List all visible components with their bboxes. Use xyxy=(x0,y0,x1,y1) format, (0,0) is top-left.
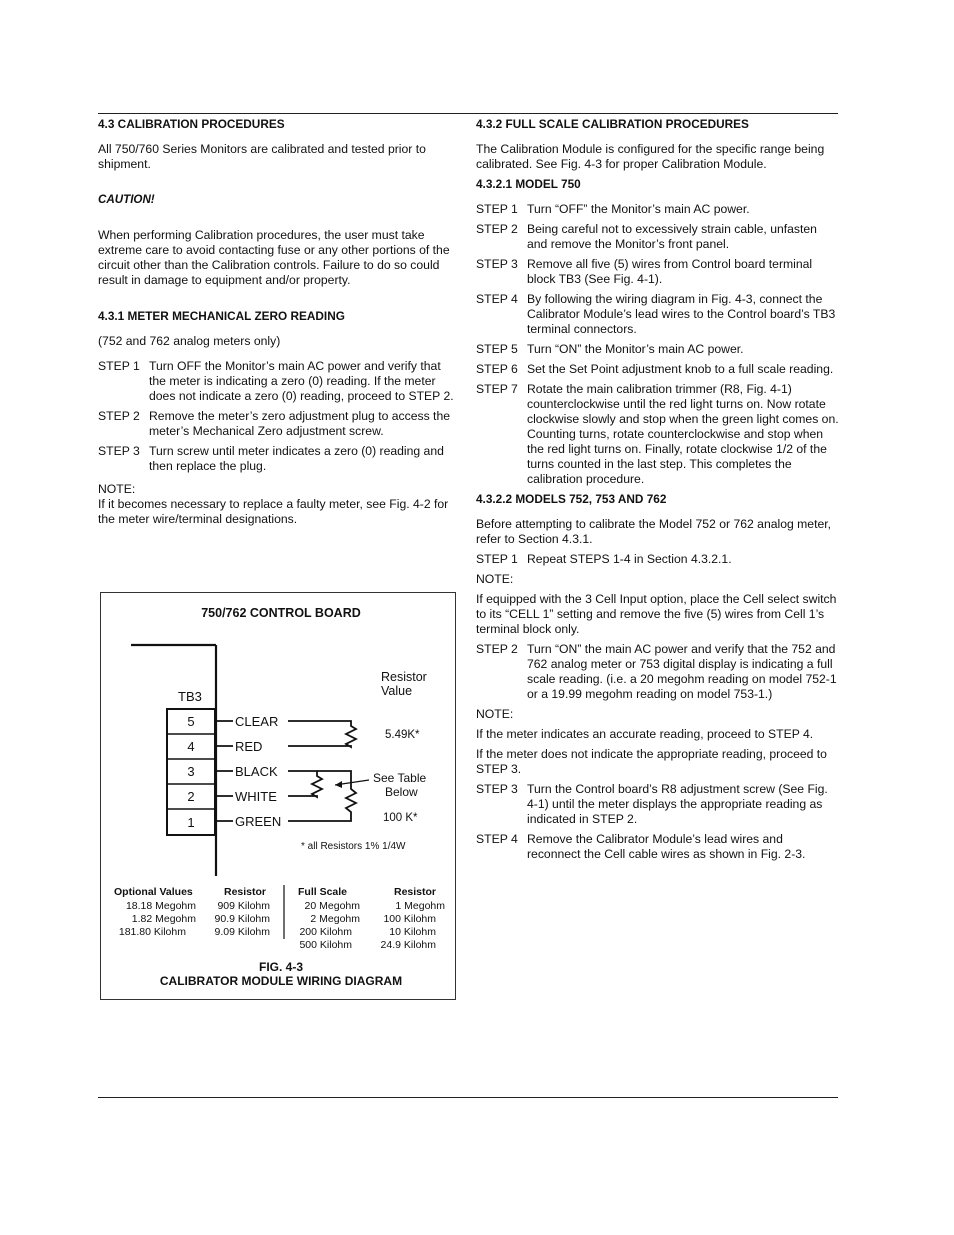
note-text: If the meter does not indicate the appropriate reading, proceed to STEP 3. xyxy=(476,747,827,776)
resistor-footnote: * all Resistors 1% 1/4W xyxy=(301,841,406,852)
table-header: Resistor xyxy=(224,886,267,898)
step-text: Rotate the main calibration trimmer (R8, Fig. 4-1) counterclockwise until the red light turns on. Now rotate clockwise slowly and stop when the green light comes on. Counting turns, rotate counterclockwise and stop when the red light turns on. Finally, rotate clockwise 1/2 of the turns counted in the last step. This completes the calibration procedure. xyxy=(527,382,839,486)
figure-caption: CALIBRATOR MODULE WIRING DIAGRAM xyxy=(159,974,403,988)
step-label: STEP 5 xyxy=(476,342,518,356)
table-cell: 20 Megohm xyxy=(304,900,360,912)
see-table-label: Below xyxy=(385,785,418,799)
step-text: Remove the meter’s zero adjustment plug to access the meter’s Mechanical Zero adjustment screw. xyxy=(149,409,451,438)
see-table-label: See Table xyxy=(373,771,427,785)
resistor-symbol xyxy=(288,721,356,747)
note-text: If equipped with the 3 Cell Input option, place the Cell select switch to its “CELL 1” setting and remove the five (5) wires from Cell 1’s terminal block only. xyxy=(476,592,837,636)
step-text: Remove all five (5) wires from Control board terminal block TB3 (See Fig. 4-1). xyxy=(527,257,813,286)
step-item xyxy=(476,832,839,862)
section-heading-4-3-2-1: 4.3.2.1 MODEL 750 xyxy=(476,177,581,191)
step-label: STEP 3 xyxy=(476,782,518,796)
terminal-number: 2 xyxy=(187,789,195,804)
tb3-label: TB3 xyxy=(178,689,202,704)
table-cell: 500 Kilohm xyxy=(299,939,352,951)
left-column xyxy=(98,117,456,527)
step-item xyxy=(476,257,839,287)
terminal-number: 5 xyxy=(187,714,195,729)
step-text: Repeat STEPS 1-4 in Section 4.3.2.1. xyxy=(527,552,732,566)
step-label: STEP 3 xyxy=(476,257,518,271)
table-cell: 100 Kilohm xyxy=(383,913,436,925)
table-cell: 181.80 Kilohm xyxy=(118,926,186,938)
step-item xyxy=(476,222,839,252)
table-header: Optional Values xyxy=(114,886,193,898)
step-label: STEP 2 xyxy=(476,222,518,236)
step-item xyxy=(98,409,456,439)
wiring-diagram-svg xyxy=(101,593,455,999)
resistor-value-2: 100 K* xyxy=(383,812,418,824)
step-text: Set the Set Point adjustment knob to a full scale reading. xyxy=(527,362,834,376)
step-item xyxy=(476,642,839,702)
figure-title: 750/762 CONTROL BOARD xyxy=(201,606,361,620)
step-item xyxy=(476,342,839,357)
resistor-value-1: 5.49K* xyxy=(385,729,420,741)
table-cell: 909 Kilohm xyxy=(217,900,270,912)
step-item xyxy=(476,382,839,487)
step-text: Turn “ON” the main AC power and verify that the 752 and 762 analog meter or 753 digital display is indicating a full scale reading. (i.e. a 20 megohm reading on model 752-1 or a 19.99 megohm reading on model 753-1.) xyxy=(527,642,837,701)
note-text: If the meter indicates an accurate reading, proceed to STEP 4. xyxy=(476,727,814,741)
step-item xyxy=(98,359,456,404)
resistor-value-label: Resistor xyxy=(381,670,427,684)
table-header: Resistor xyxy=(394,886,437,898)
step-item xyxy=(98,444,456,474)
table-cell: 1 Megohm xyxy=(395,900,445,912)
step-text: Turn “OFF” the Monitor’s main AC power. xyxy=(527,202,750,216)
section-heading-4-3-2: 4.3.2 FULL SCALE CALIBRATION PROCEDURES xyxy=(476,117,749,131)
wire-label: CLEAR xyxy=(235,714,279,729)
step-label: STEP 4 xyxy=(476,292,518,306)
step-text: By following the wiring diagram in Fig. 4-3, connect the Calibrator Module’s lead wires to the Control board’s TB3 terminal connectors. xyxy=(527,292,836,336)
note-label: NOTE: xyxy=(98,482,136,496)
note-label: NOTE: xyxy=(476,707,514,721)
variable-resistor-symbol xyxy=(288,771,322,797)
calibrator-wiring-diagram xyxy=(100,592,456,1000)
step-label: STEP 2 xyxy=(476,642,518,656)
table-cell: 2 Megohm xyxy=(310,913,360,925)
step-text: Remove the Calibrator Module’s lead wires and reconnect the Cell cable wires as shown in Fig. 2-3. xyxy=(527,832,806,861)
caution-label: CAUTION! xyxy=(98,193,155,206)
intro-paragraph: All 750/760 Series Monitors are calibrated and tested prior to shipment. xyxy=(98,142,426,171)
step-item xyxy=(476,552,839,567)
right-column xyxy=(476,117,839,867)
table-cell: 200 Kilohm xyxy=(299,926,352,938)
wire-label: WHITE xyxy=(235,789,277,804)
resistor-value-label: Value xyxy=(381,684,413,698)
section-heading-4-3-2-2: 4.3.2.2 MODELS 752, 753 AND 762 xyxy=(476,492,667,506)
step-text: Turn “ON” the Monitor’s main AC power. xyxy=(527,342,744,356)
section-heading-4-3-1: 4.3.1 METER MECHANICAL ZERO READING xyxy=(98,309,345,323)
step-item xyxy=(476,202,839,217)
caution-paragraph: When performing Calibration procedures, the user must take extreme care to avoid contacting fuse or any other portions of the circuit other than the Calibration controls. Failure to do so could result in damage to equipment and/or property. xyxy=(98,228,450,287)
subheading-analog-meters: (752 and 762 analog meters only) xyxy=(98,334,281,348)
table-header: Full Scale xyxy=(298,886,348,898)
step-text: Turn the Control board’s R8 adjustment screw (See Fig. 4-1) until the meter displays the appropriate reading as indicated in STEP 2. xyxy=(527,782,828,826)
step-label: STEP 4 xyxy=(476,832,518,846)
table-cell: 1.82 Megohm xyxy=(131,913,196,925)
table-cell: 18.18 Megohm xyxy=(125,900,196,912)
step-label: STEP 1 xyxy=(476,202,518,216)
step-label: STEP 1 xyxy=(98,359,140,373)
right-intro-paragraph: The Calibration Module is configured for the specific range being calibrated. See Fig. 4-3 for proper Calibration Module. xyxy=(476,142,825,171)
figure-number: FIG. 4-3 xyxy=(258,960,304,974)
arrow-head-icon xyxy=(335,781,342,788)
step-label: STEP 6 xyxy=(476,362,518,376)
step-label: STEP 3 xyxy=(98,444,140,458)
bottom-rule xyxy=(98,1097,838,1098)
terminal-number: 4 xyxy=(187,739,195,754)
step-text: Being careful not to excessively strain cable, unfasten and remove the Monitor’s front panel. xyxy=(527,222,817,251)
step-label: STEP 7 xyxy=(476,382,518,396)
table-cell: 9.09 Kilohm xyxy=(214,926,270,938)
table-cell: 10 Kilohm xyxy=(389,926,436,938)
right-intro2-paragraph: Before attempting to calibrate the Model 752 or 762 analog meter, refer to Section 4.3.1. xyxy=(476,517,832,546)
note-label: NOTE: xyxy=(476,572,514,586)
note-text: If it becomes necessary to replace a faulty meter, see Fig. 4-2 for the meter wire/terminal designations. xyxy=(98,497,449,526)
step-label: STEP 1 xyxy=(476,552,518,566)
table-cell: 90.9 Kilohm xyxy=(214,913,270,925)
step-item xyxy=(476,782,839,827)
step-item xyxy=(476,292,839,337)
step-text: Turn OFF the Monitor’s main AC power and verify that the meter is indicating a zero (0) reading. If the meter does not indicate a zero (0) reading, proceed to STEP 2. xyxy=(149,359,454,403)
section-heading-4-3: 4.3 CALIBRATION PROCEDURES xyxy=(98,117,285,131)
step-label: STEP 2 xyxy=(98,409,140,423)
terminal-number: 3 xyxy=(187,764,195,779)
terminal-number: 1 xyxy=(187,815,195,830)
table-cell: 24.9 Kilohm xyxy=(380,939,436,951)
top-rule xyxy=(98,113,838,114)
wire-label: GREEN xyxy=(235,814,282,829)
step-text: Turn screw until meter indicates a zero (0) reading and then replace the plug. xyxy=(149,444,444,473)
wire-label: RED xyxy=(235,739,263,754)
wire-label: BLACK xyxy=(235,764,278,779)
step-item xyxy=(476,362,839,377)
